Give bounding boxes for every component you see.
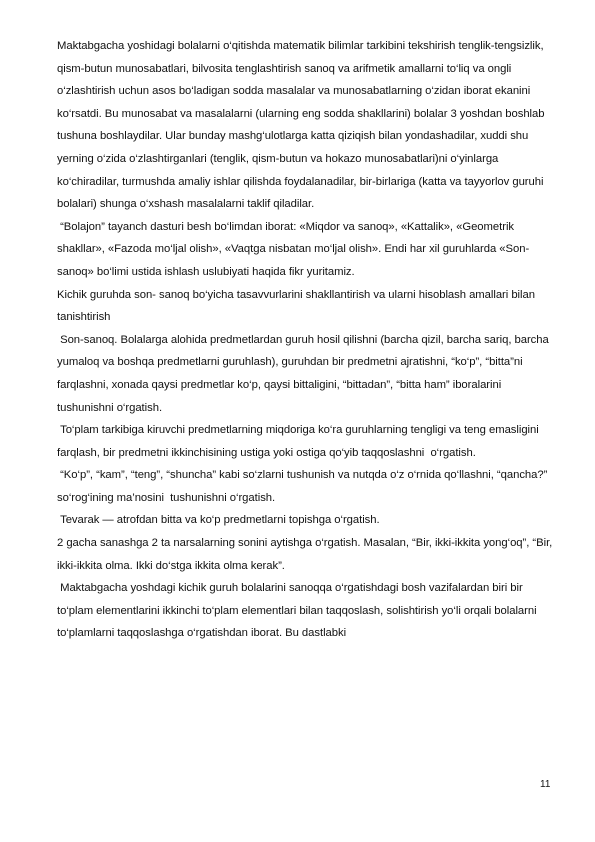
paragraph: 2 gacha sanashga 2 ta narsalarning sonini aytishga o‘rgatish. Masalan, “Bir, ikki-ikkita yong‘oq”, “Bir, ikki-ikkita olma. Ikki do‘stga ikkita olma kerak”.: [57, 537, 556, 572]
paragraph: Maktabgacha yoshidagi bolalarni o‘qitishda matematik bilimlar tarkibini tekshirish tenglik-tengsizlik, qism-butun munosabatlari, bilvosita tenglashtirish sanoq va arifmetik amallarni to‘liq va ongli o‘zlashtirish uchun asos bo‘ladigan sodda masalalar va munosabatlarning o‘zidan iborat ekanini ko‘rsatdi. Bu munosabat va masalalarni (ularning eng sodda shakllarini) bolalar 3 yoshdan boshlab tushuna boshlaydilar. Ular bunday mashg‘ulotlarga katta qiziqish bilan yondashadilar, xuddi shu yerning o‘zida o‘zlashtirganlari (tenglik, qism-butun va hokazo munosabatlari)ni o‘yinlarga ko‘chiradilar, turmushda amaliy ishlar qilishda foydalanadilar, bir-birlariga (katta va tayyorlov guruhi bolalari) shunga o‘xshash masalalarni taklif qiladilar.: [57, 40, 548, 211]
paragraph: Tevarak — atrofdan bitta va ko‘p predmetlarni topishga o‘rgatish.: [57, 514, 380, 527]
page-number: 11: [540, 779, 551, 790]
section-heading: Kichik guruhda son- sanoq bo‘yicha tasavvurlarini shakllantirish va ularni hisoblash amallari bilan tanishtirish: [57, 288, 539, 324]
paragraph: “Bolajon” tayanch dasturi besh bo‘limdan iborat: «Miqdor va sanoq», «Kattalik», «Geometrik shakllar», «Fazoda mo‘ljal olish», «Vaqtga nisbatan mo‘ljal olish». Endi har xil guruhlarda «Son-sanoq» bo‘limi ustida ishlash uslubiyati haqida fikr yuritamiz.: [57, 220, 530, 278]
paragraph: To‘plam tarkibiga kiruvchi predmetlarning miqdoriga ko‘ra guruhlarning tengligi va teng emasligini farqlash, bir predmetni ikkinchisining ustiga yoki ostiga qo‘yib taqqoslashni o‘rgatish.: [57, 424, 542, 459]
paragraph: Maktabgacha yoshdagi kichik guruh bolalarini sanoqqa o‘rgatishdagi bosh vazifalardan biri bir to‘plam elementlarini ikkinchi to‘plam elementlari bilan taqqoslash, solishtirish yo‘li orqali bolalarni to‘plamlarni taqqoslashga o‘rgatishdan iborat. Bu dastlabki: [57, 582, 540, 640]
paragraph: Son-sanoq. Bolalarga alohida predmetlardan guruh hosil qilishni (barcha qizil, barcha sariq, barcha yumaloq va boshqa predmetlarni guruhlash), guruhdan bir predmetni ajratishni, “ko‘p”, “bitta”ni farqlashni, xonada qaysi predmetlar ko‘p, qaysi bittaligini, “bittadan”, “bitta ham” iboralarini tushunishni o‘rgatish.: [57, 333, 552, 414]
page-body: [57, 35, 555, 645]
paragraph: “Ko‘p”, “kam”, “teng”, “shuncha” kabi so‘zlarni tushunish va nutqda o‘z o‘rnida qo‘llashni, “qancha?” so‘rog‘ining ma’nosini tushunishni o‘rgatish.: [57, 469, 551, 504]
